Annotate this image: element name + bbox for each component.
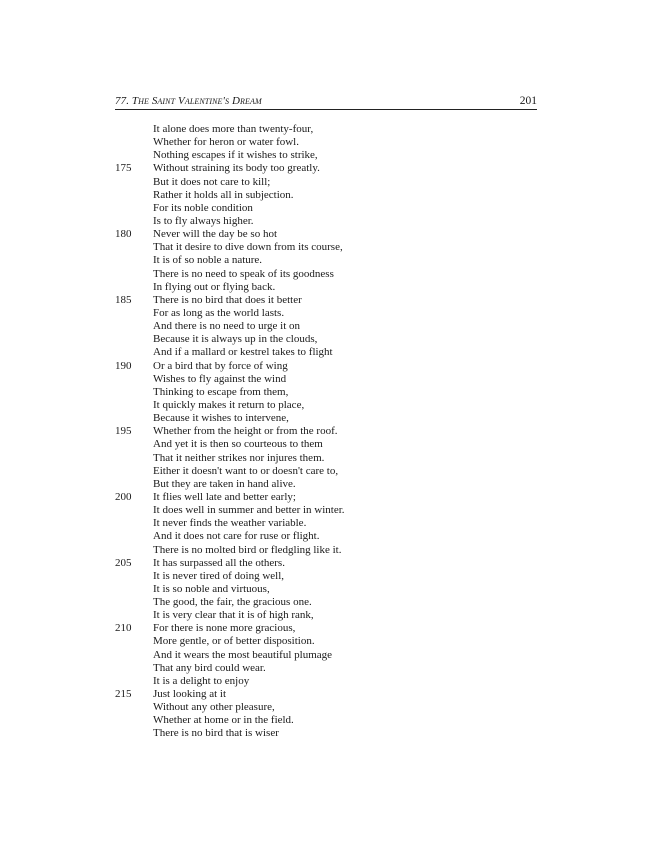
verse-line (115, 228, 545, 241)
verse-text: Whether at home or in the field. (153, 714, 294, 727)
verse-line (115, 465, 545, 478)
running-title-last: Dream (231, 95, 262, 107)
verse-line (115, 557, 545, 570)
verse-line (115, 727, 545, 740)
verse-text: Because it is always up in the clouds, (153, 333, 318, 346)
verse-line (115, 360, 545, 373)
verse-text: It is of so noble a nature. (153, 254, 263, 267)
line-number: 195 (115, 425, 132, 438)
verse-text: Without any other pleasure, (153, 701, 275, 714)
verse-line (115, 688, 545, 701)
verse-text: Wishes to fly against the wind (153, 372, 287, 385)
verse-text: There is no need to speak of its goodness (153, 267, 334, 280)
verse-line (115, 346, 545, 359)
line-number: 185 (115, 293, 132, 306)
page-number: 201 (519, 95, 537, 107)
verse-text: For there is none more gracious, (153, 622, 296, 635)
verse-line (115, 649, 545, 662)
verse-line (115, 149, 545, 162)
verse-line (115, 215, 545, 228)
verse-text: That it neither strikes nor injures them. (153, 451, 325, 464)
verse-text: But it does not care to kill; (153, 175, 271, 188)
verse-line (115, 320, 545, 333)
verse-line (115, 452, 545, 465)
verse-line (115, 596, 545, 609)
verse-line (115, 622, 545, 635)
verse-line (115, 162, 545, 175)
verse-line (115, 386, 545, 399)
poem-text (115, 123, 545, 741)
verse-text: Or a bird that by force of wing (153, 359, 288, 372)
verse-text: Thinking to escape from them, (153, 385, 289, 398)
verse-line (115, 412, 545, 425)
running-head (115, 95, 537, 110)
verse-text: And it does not care for ruse or flight. (153, 530, 320, 543)
verse-text: And yet it is then so courteous to them (153, 438, 323, 451)
running-title-prefix: 77. The Saint Valentine's (115, 95, 232, 107)
verse-text: That any bird could wear. (153, 661, 266, 674)
verse-line (115, 517, 545, 530)
running-title (115, 95, 262, 108)
verse-line (115, 281, 545, 294)
verse-line (115, 176, 545, 189)
line-number: 180 (115, 228, 132, 241)
verse-text: And it wears the most beautiful plumage (153, 648, 333, 661)
verse-text: For as long as the world lasts. (153, 306, 285, 319)
verse-line (115, 530, 545, 543)
verse-line (115, 570, 545, 583)
verse-text: It alone does more than twenty-four, (153, 123, 314, 135)
verse-text: And if a mallard or kestrel takes to flight (153, 346, 333, 359)
verse-text: Rather it holds all in subjection. (153, 188, 294, 201)
verse-text: For its noble condition (153, 201, 253, 214)
verse-text: There is no bird that does it better (153, 293, 302, 306)
verse-text: There is no bird that is wiser (153, 727, 279, 740)
verse-text: Whether for heron or water fowl. (153, 136, 299, 149)
verse-text: There is no molted bird or fledgling like it. (153, 543, 342, 556)
verse-line (115, 714, 545, 727)
line-number: 175 (115, 162, 132, 175)
verse-text: Never will the day be so hot (153, 228, 278, 241)
verse-line (115, 701, 545, 714)
verse-line (115, 136, 545, 149)
verse-line (115, 425, 545, 438)
verse-line (115, 373, 545, 386)
verse-text: Is to fly always higher. (153, 214, 254, 227)
verse-text: It quickly makes it return to place, (153, 398, 305, 411)
verse-line (115, 268, 545, 281)
verse-text: That it desire to dive down from its course, (153, 241, 343, 254)
verse-line (115, 333, 545, 346)
verse-text: More gentle, or of better disposition. (153, 635, 315, 648)
verse-line (115, 399, 545, 412)
verse-text: Either it doesn't want to or doesn't care to, (153, 464, 339, 477)
verse-line (115, 662, 545, 675)
line-number: 190 (115, 359, 132, 372)
verse-line (115, 491, 545, 504)
verse-line (115, 609, 545, 622)
verse-text: It is so noble and virtuous, (153, 582, 270, 595)
verse-text: Just looking at it (153, 688, 227, 701)
verse-text: And there is no need to urge it on (153, 320, 301, 333)
verse-text: It is never tired of doing well, (153, 569, 285, 582)
verse-text: It does well in summer and better in winter. (153, 504, 345, 517)
verse-text: It is a delight to enjoy (153, 674, 250, 687)
verse-text: In flying out or flying back. (153, 280, 276, 293)
verse-text: The good, the fair, the gracious one. (153, 596, 312, 609)
verse-line (115, 478, 545, 491)
verse-line (115, 254, 545, 267)
verse-line (115, 307, 545, 320)
verse-line (115, 189, 545, 202)
verse-text: Whether from the height or from the roof. (153, 425, 338, 438)
verse-text: But they are taken in hand alive. (153, 477, 296, 490)
verse-line (115, 202, 545, 215)
verse-line (115, 123, 545, 136)
verse-line (115, 241, 545, 254)
verse-line (115, 635, 545, 648)
verse-line (115, 583, 545, 596)
verse-line (115, 544, 545, 557)
line-number: 210 (115, 622, 132, 635)
line-number: 215 (115, 688, 132, 701)
verse-line (115, 504, 545, 517)
line-number: 205 (115, 556, 132, 569)
verse-text: Because it wishes to intervene, (153, 412, 289, 425)
verse-text: It has surpassed all the others. (153, 556, 285, 569)
verse-line (115, 294, 545, 307)
verse-line (115, 675, 545, 688)
verse-line (115, 438, 545, 451)
verse-text: Without straining its body too greatly. (153, 162, 320, 175)
verse-text: It flies well late and better early; (153, 490, 296, 503)
line-number: 200 (115, 490, 132, 503)
verse-text: It never finds the weather variable. (153, 517, 307, 530)
verse-text: Nothing escapes if it wishes to strike, (153, 149, 318, 162)
verse-text: It is very clear that it is of high rank, (153, 609, 314, 622)
